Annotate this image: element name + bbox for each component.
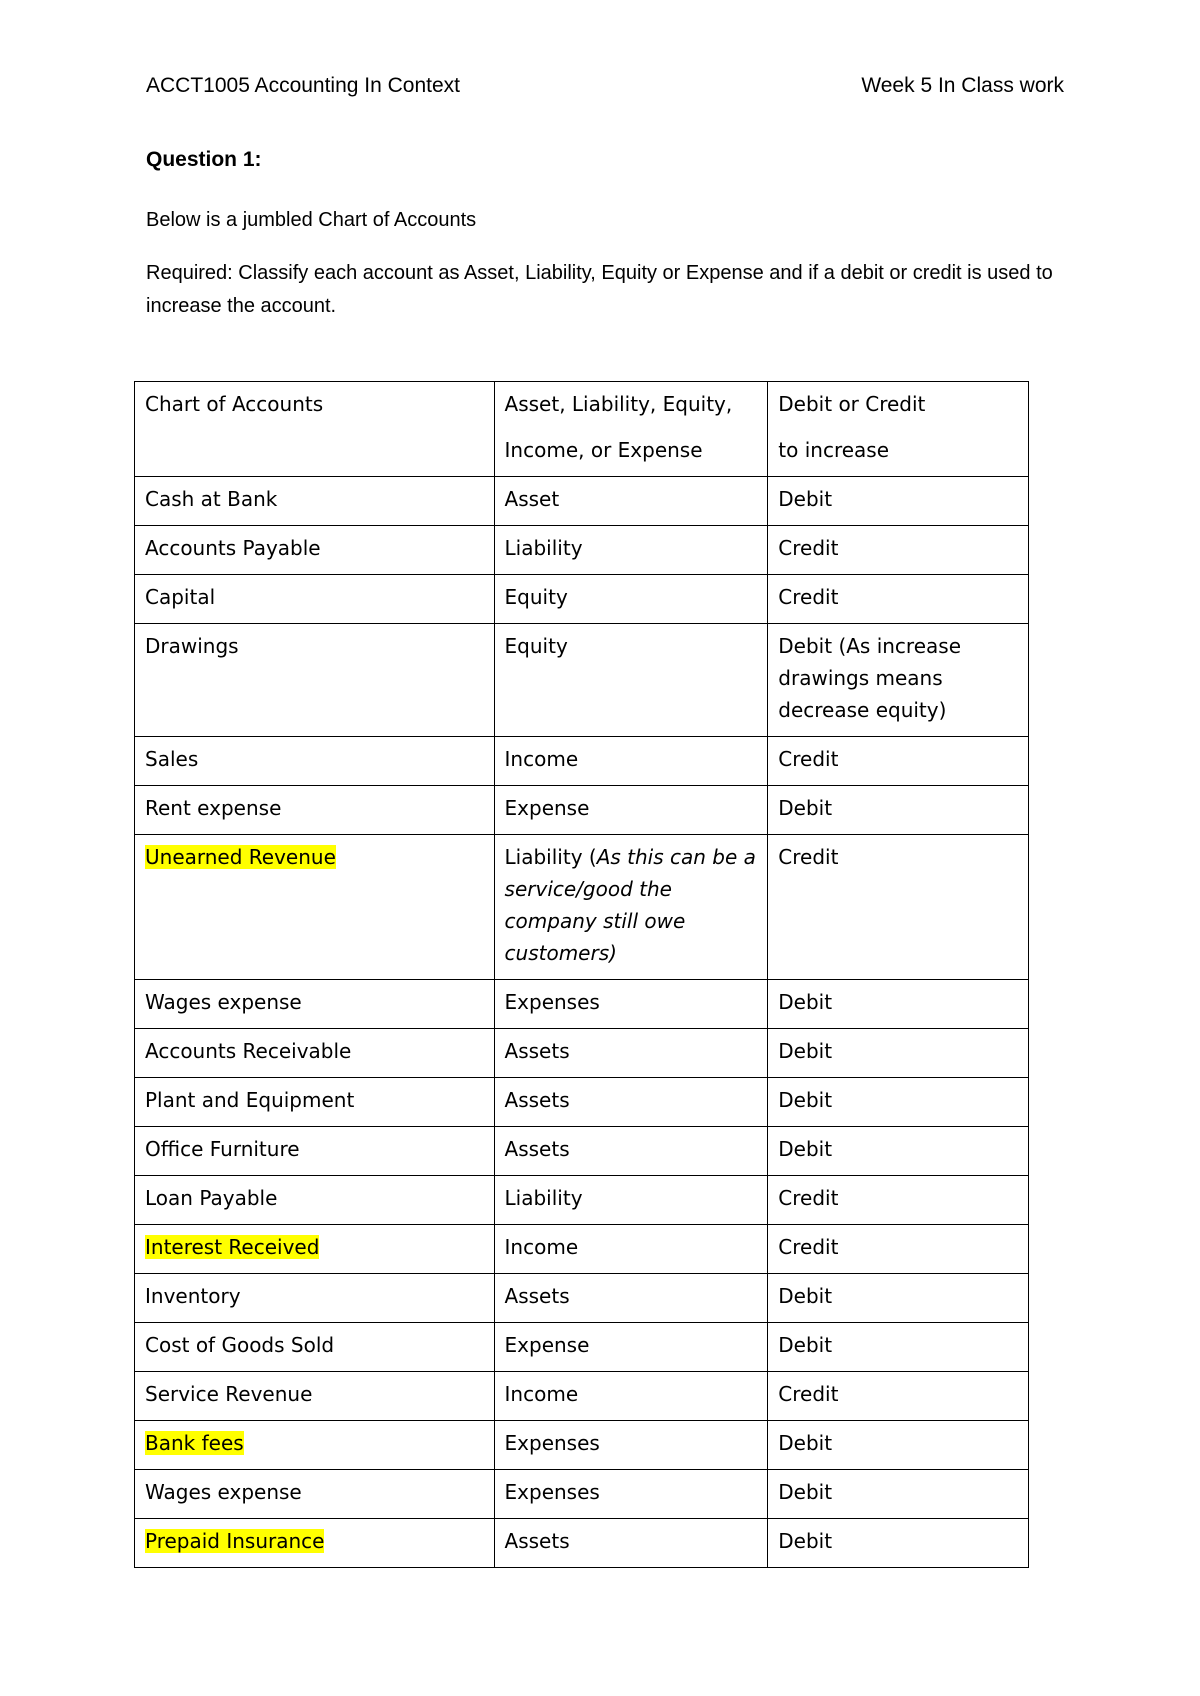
- account-name-cell: [135, 835, 495, 980]
- debit-credit-cell: [768, 575, 1029, 624]
- account-name: Bank fees: [145, 1431, 244, 1455]
- header-chart-of-accounts: [135, 382, 495, 477]
- debit-credit-cell: [768, 1176, 1029, 1225]
- account-name: Inventory: [145, 1284, 241, 1308]
- account-type-cell: [494, 1127, 768, 1176]
- account-type-cell: [494, 835, 768, 980]
- table-row: [135, 575, 1029, 624]
- account-type: Asset: [504, 487, 560, 511]
- debit-credit-cell: [768, 1519, 1029, 1568]
- debit-credit-value: Debit: [778, 1284, 833, 1308]
- header-classification: [494, 382, 768, 477]
- table-row: [135, 737, 1029, 786]
- header-col3-line2: to increase: [778, 438, 890, 462]
- account-type-cell: [494, 1029, 768, 1078]
- debit-credit-cell: [768, 1225, 1029, 1274]
- debit-credit-value: Credit: [778, 1382, 839, 1406]
- debit-credit-value: Debit: [778, 1333, 833, 1357]
- debit-credit-value: Debit: [778, 990, 833, 1014]
- question-intro: Below is a jumbled Chart of Accounts: [146, 209, 477, 231]
- account-name-cell: [135, 1372, 495, 1421]
- debit-credit-value: Credit: [778, 585, 839, 609]
- header-col2-line2: Income, or Expense: [504, 438, 703, 462]
- debit-credit-cell: [768, 1470, 1029, 1519]
- account-type: Income: [504, 1382, 579, 1406]
- account-name-cell: [135, 1421, 495, 1470]
- account-type: Expense: [504, 1333, 590, 1357]
- debit-credit-value: Credit: [778, 747, 839, 771]
- account-name-cell: [135, 1029, 495, 1078]
- account-name-cell: [135, 575, 495, 624]
- account-name-cell: [135, 1323, 495, 1372]
- chart-of-accounts-table: [134, 381, 1029, 1568]
- debit-credit-cell: [768, 1274, 1029, 1323]
- account-name: Unearned Revenue: [145, 845, 336, 869]
- account-name: Service Revenue: [145, 1382, 313, 1406]
- account-type: Equity: [504, 634, 568, 658]
- table-row: [135, 980, 1029, 1029]
- account-type-cell: [494, 737, 768, 786]
- account-type-cell: [494, 575, 768, 624]
- debit-credit-value: Debit: [778, 1431, 833, 1455]
- account-type: Assets: [504, 1039, 570, 1063]
- debit-credit-cell: [768, 786, 1029, 835]
- debit-credit-cell: [768, 1127, 1029, 1176]
- table-row: [135, 1519, 1029, 1568]
- document-header-week: Week 5 In Class work: [861, 74, 1064, 97]
- table-row: [135, 1323, 1029, 1372]
- account-type: Expense: [504, 796, 590, 820]
- table-row: [135, 1029, 1029, 1078]
- account-type-cell: [494, 1176, 768, 1225]
- account-name: Cash at Bank: [145, 487, 278, 511]
- debit-credit-cell: [768, 1372, 1029, 1421]
- debit-credit-value: Credit: [778, 845, 839, 869]
- account-name: Prepaid Insurance: [145, 1529, 325, 1553]
- debit-credit-value: Debit: [778, 796, 833, 820]
- account-name: Wages expense: [145, 1480, 302, 1504]
- account-type-cell: [494, 1372, 768, 1421]
- account-name: Plant and Equipment: [145, 1088, 355, 1112]
- account-type: Equity: [504, 585, 568, 609]
- account-type: Liability (: [504, 845, 597, 869]
- account-type-cell: [494, 1519, 768, 1568]
- account-type: Assets: [504, 1088, 570, 1112]
- header-col1-label: Chart of Accounts: [145, 392, 324, 416]
- table-row: [135, 1176, 1029, 1225]
- debit-credit-value: Credit: [778, 536, 839, 560]
- debit-credit-value: Debit: [778, 1529, 833, 1553]
- debit-credit-value: Credit: [778, 1235, 839, 1259]
- table-row: [135, 1274, 1029, 1323]
- table-row: [135, 1470, 1029, 1519]
- account-name-cell: [135, 737, 495, 786]
- account-name-cell: [135, 1519, 495, 1568]
- table-header-row: [135, 382, 1029, 477]
- table-row: [135, 1225, 1029, 1274]
- table-row: [135, 786, 1029, 835]
- debit-credit-value: Debit: [778, 487, 833, 511]
- account-type-cell: [494, 1470, 768, 1519]
- account-name: Wages expense: [145, 990, 302, 1014]
- account-name-cell: [135, 624, 495, 737]
- debit-credit-cell: [768, 1421, 1029, 1470]
- table-row: [135, 1421, 1029, 1470]
- account-type-cell: [494, 1225, 768, 1274]
- account-name-cell: [135, 980, 495, 1029]
- question-heading: Question 1:: [146, 148, 262, 171]
- account-name-cell: [135, 786, 495, 835]
- debit-credit-cell: [768, 526, 1029, 575]
- header-debit-credit: [768, 382, 1029, 477]
- account-name: Cost of Goods Sold: [145, 1333, 335, 1357]
- account-name: Capital: [145, 585, 216, 609]
- account-type-cell: [494, 1274, 768, 1323]
- account-type-note: As this can be a service/good the company still owe customers): [504, 845, 756, 965]
- account-name-cell: [135, 1127, 495, 1176]
- account-type: Expenses: [504, 1431, 600, 1455]
- account-name: Drawings: [145, 634, 239, 658]
- account-name: Accounts Receivable: [145, 1039, 352, 1063]
- account-name-cell: [135, 1225, 495, 1274]
- table-row: [135, 526, 1029, 575]
- account-type-cell: [494, 980, 768, 1029]
- account-name: Sales: [145, 747, 199, 771]
- table-row: [135, 835, 1029, 980]
- table-row: [135, 624, 1029, 737]
- account-type: Assets: [504, 1137, 570, 1161]
- debit-credit-cell: [768, 835, 1029, 980]
- account-name-cell: [135, 1470, 495, 1519]
- account-type-cell: [494, 526, 768, 575]
- account-name-cell: [135, 477, 495, 526]
- debit-credit-value: Credit: [778, 1186, 839, 1210]
- table-row: [135, 1372, 1029, 1421]
- debit-credit-value: Debit: [778, 1088, 833, 1112]
- account-name: Accounts Payable: [145, 536, 321, 560]
- header-col2-line1: Asset, Liability, Equity,: [504, 392, 733, 416]
- account-type-cell: [494, 786, 768, 835]
- question-required: Required: Classify each account as Asset, Liability, Equity or Expense and if a debit or credit is used to increase the account.: [146, 262, 1053, 317]
- account-name: Interest Received: [145, 1235, 320, 1259]
- debit-credit-cell: [768, 1078, 1029, 1127]
- debit-credit-value: Debit: [778, 1137, 833, 1161]
- document-header-course: ACCT1005 Accounting In Context: [146, 74, 461, 97]
- account-type-cell: [494, 624, 768, 737]
- debit-credit-value: Debit: [778, 1480, 833, 1504]
- header-col3-line1: Debit or Credit: [778, 392, 926, 416]
- account-type: Liability: [504, 536, 583, 560]
- table-row: [135, 477, 1029, 526]
- debit-credit-value: Debit (As increase drawings means decrease equity): [778, 634, 961, 722]
- debit-credit-value: Debit: [778, 1039, 833, 1063]
- account-name: Office Furniture: [145, 1137, 300, 1161]
- debit-credit-cell: [768, 980, 1029, 1029]
- account-name-cell: [135, 1274, 495, 1323]
- account-type: Income: [504, 747, 579, 771]
- debit-credit-cell: [768, 1029, 1029, 1078]
- account-type-cell: [494, 477, 768, 526]
- account-type: Income: [504, 1235, 579, 1259]
- table-row: [135, 1078, 1029, 1127]
- account-type: Expenses: [504, 990, 600, 1014]
- account-name-cell: [135, 1078, 495, 1127]
- account-name-cell: [135, 1176, 495, 1225]
- account-type: Assets: [504, 1529, 570, 1553]
- account-type-cell: [494, 1421, 768, 1470]
- account-type: Assets: [504, 1284, 570, 1308]
- account-type: Liability: [504, 1186, 583, 1210]
- table-row: [135, 1127, 1029, 1176]
- account-type-cell: [494, 1323, 768, 1372]
- account-name: Loan Payable: [145, 1186, 278, 1210]
- debit-credit-cell: [768, 477, 1029, 526]
- account-name: Rent expense: [145, 796, 282, 820]
- account-name-cell: [135, 526, 495, 575]
- account-type: Expenses: [504, 1480, 600, 1504]
- debit-credit-cell: [768, 737, 1029, 786]
- debit-credit-cell: [768, 1323, 1029, 1372]
- debit-credit-cell: [768, 624, 1029, 737]
- account-type-cell: [494, 1078, 768, 1127]
